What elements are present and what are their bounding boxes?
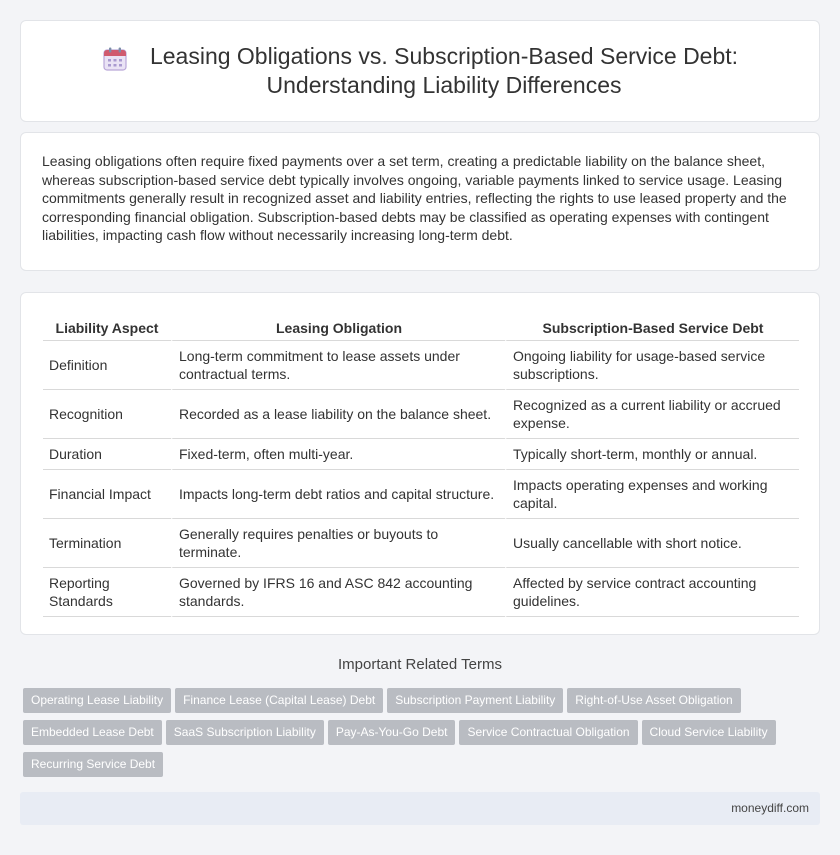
- table-row: [43, 341, 799, 390]
- related-terms-title: Important Related Terms: [338, 656, 502, 673]
- row-aspect: Reporting Standards: [43, 568, 171, 617]
- table-row: [43, 470, 799, 519]
- footer-site-link[interactable]: moneydiff.com: [731, 801, 809, 815]
- tag-saas-subscription-liability[interactable]: SaaS Subscription Liability: [166, 720, 324, 745]
- row-aspect: Recognition: [43, 390, 171, 439]
- table-row: [43, 439, 799, 470]
- footer: [20, 792, 820, 825]
- tag-service-contractual-obligation[interactable]: Service Contractual Obligation: [459, 720, 637, 745]
- row-leasing: Impacts long-term debt ratios and capital structure.: [171, 470, 505, 519]
- intro-card: [20, 132, 820, 271]
- row-leasing: Generally requires penalties or buyouts to terminate.: [171, 519, 505, 568]
- tag-subscription-payment-liability[interactable]: Subscription Payment Liability: [387, 688, 563, 713]
- header-liability-aspect: Liability Aspect: [43, 315, 171, 341]
- header-card: [20, 20, 820, 122]
- row-leasing: Governed by IFRS 16 and ASC 842 accounting standards.: [171, 568, 505, 617]
- row-leasing: Long-term commitment to lease assets under contractual terms.: [171, 341, 505, 390]
- tag-finance-lease-debt[interactable]: Finance Lease (Capital Lease) Debt: [175, 688, 383, 713]
- tag-right-of-use-asset-obligation[interactable]: Right-of-Use Asset Obligation: [567, 688, 740, 713]
- row-subscription: Ongoing liability for usage-based service subscriptions.: [505, 341, 799, 390]
- tag-row: [23, 752, 823, 784]
- comparison-table: [43, 315, 799, 617]
- row-leasing: Recorded as a lease liability on the balance sheet.: [171, 390, 505, 439]
- page-title-line1: Leasing Obligations vs. Subscription-Based Service Debt:: [149, 43, 739, 69]
- tag-row: [23, 688, 823, 720]
- tag-pay-as-you-go-debt[interactable]: Pay-As-You-Go Debt: [328, 720, 456, 745]
- tag-operating-lease-liability[interactable]: Operating Lease Liability: [23, 688, 171, 713]
- row-aspect: Termination: [43, 519, 171, 568]
- page-title-line2: Understanding Liability Differences: [266, 72, 622, 98]
- tag-embedded-lease-debt[interactable]: Embedded Lease Debt: [23, 720, 162, 745]
- row-leasing: Fixed-term, often multi-year.: [171, 439, 505, 470]
- table-row: [43, 519, 799, 568]
- table-header-row: [43, 315, 799, 341]
- row-subscription: Affected by service contract accounting guidelines.: [505, 568, 799, 617]
- row-aspect: Duration: [43, 439, 171, 470]
- row-subscription: Recognized as a current liability or accrued expense.: [505, 390, 799, 439]
- comparison-table-card: [20, 292, 820, 635]
- page-title: [150, 42, 738, 100]
- tag-row: [23, 720, 823, 752]
- tag-recurring-service-debt[interactable]: Recurring Service Debt: [23, 752, 163, 777]
- table-row: [43, 568, 799, 617]
- related-terms-tags: [23, 688, 823, 784]
- table-row: [43, 390, 799, 439]
- row-subscription: Typically short-term, monthly or annual.: [505, 439, 799, 470]
- tag-cloud-service-liability[interactable]: Cloud Service Liability: [642, 720, 776, 745]
- row-subscription: Usually cancellable with short notice.: [505, 519, 799, 568]
- calendar-icon: [102, 46, 128, 72]
- intro-paragraph: Leasing obligations often require fixed payments over a set term, creating a predictable liability on the balance sheet, whereas subscription-based service debt typically involves ongoing, variable payments linked to service usage. Leasing commitments generally result in recognized asset and liability entries, reflecting the rights to use leased property and the corresponding financial obligation. Subscription-based debts may be classified as operating expenses with contingent liabilities, impacting cash flow without necessarily increasing long-term debt.: [42, 153, 787, 243]
- row-subscription: Impacts operating expenses and working capital.: [505, 470, 799, 519]
- header-subscription-debt: Subscription-Based Service Debt: [505, 315, 799, 341]
- header-leasing-obligation: Leasing Obligation: [171, 315, 505, 341]
- row-aspect: Financial Impact: [43, 470, 171, 519]
- row-aspect: Definition: [43, 341, 171, 390]
